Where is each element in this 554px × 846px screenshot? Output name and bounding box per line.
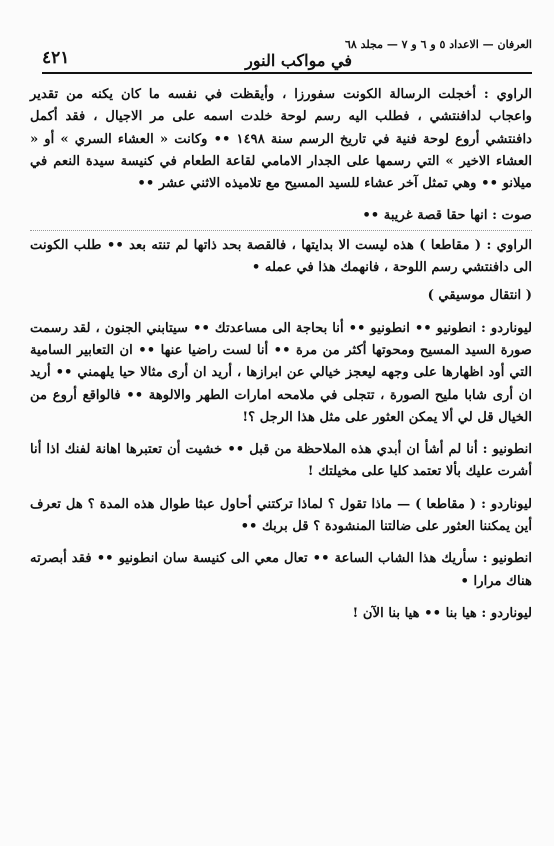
leonardo-final-line: ليوناردو : هيا بنا •• هيا بنا الآن ! [352, 605, 532, 621]
antonio-paragraph: انطونيو : أنا لم أشأ ان أبدي هذه الملاحظة من قبل •• خشيت أن تعتبرها اهانة لفنك اذا أنا أشرت عليك بألا تعتمد كليا على مخيلتك ! [30, 442, 532, 480]
leonardo-paragraph: ليوناردو : انطونيو •• انطونيو •• أنا بحاجة الى مساعدتك •• سيتابني الجنون ، لقد رسمت صورة السيد المسيح ومحوتها أكثر من مرة •• أنا لست راضيا عنها •• ان التعابير السامية التي أود اظهارها على وجهه ليعجز خيالي عن ابرازها ، أريد ان أرى مثالا حيا يلهمني •• أريد ان أرى شابا مليح الصورة ، تتجلى في ملامحه امارات الطهر والالوهة •• فالواقع أروع من الخيال قل لي ألا يمكن العثور على مثل هذا الرجل ؟! [30, 320, 532, 425]
page-header [42, 38, 532, 74]
divider [30, 230, 532, 231]
chapter-title: في مواكب النور [245, 51, 352, 70]
journal-running-head: العرفان — الاعداد ٥ و ٦ و ٧ — مجلد ٦٨ [344, 38, 532, 51]
antonio-reply-paragraph: انطونيو : سأريك هذا الشاب الساعة •• تعال معي الى كنيسة سان انطونيو •• فقد أبصرته هناك مرارا • [30, 551, 532, 589]
narrator-interrupt-paragraph: الراوي : ( مقاطعا ) هذه ليست الا بدايتها ، فالقصة بحد ذاتها لم تنته بعد •• طلب الكونت الى دافنتشي رسم اللوحة ، فانهمك هذا في عمله • [30, 237, 532, 276]
stage-direction: ( انتقال موسيقي ) [427, 288, 532, 304]
page-body [30, 84, 532, 625]
leonardo-reply-paragraph: ليوناردو : ( مقاطعا ) — ماذا تقول ؟ لماذا تركتني أحاول عبثا طوال هذه المدة ؟ هل تعرف أين يمكننا العثور على ضالتنا المنشودة ؟ قل بربك •• [30, 496, 532, 535]
page-number: ٤٢١ [42, 48, 70, 68]
narrator-paragraph: الراوي : أخجلت الرسالة الكونت سفورزا ، وأيقظت في نفسه ما كان يكنه من تقدير واعجاب لدافنتشي ، فطلب اليه رسم لوحة خلدت اسمه على مر الاجيال ، فقد أكمل دافنتشي أروع لوحة فنية في تاريخ الرسم سنة ١٤٩٨ •• وكانت « العشاء السري » أو « العشاء الاخير » التي رسمها على الجدار الامامي لقاعة الطعام في كنيسة سيدة النعم في ميلانو •• وهي تمثل آخر عشاء للسيد المسيح مع تلاميذه الاثني عشر •• [30, 87, 532, 192]
voice-line: صوت : انها حقا قصة غريبة •• [362, 208, 532, 224]
